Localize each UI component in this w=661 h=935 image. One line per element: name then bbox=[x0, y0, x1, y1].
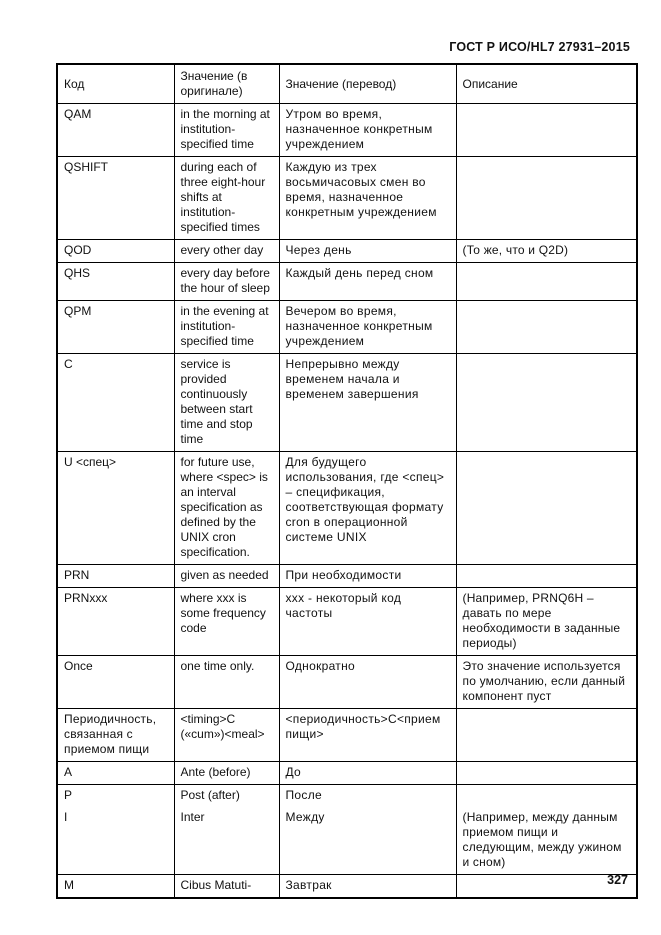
cell-translation: Через день bbox=[279, 240, 456, 263]
cell-code: QPM bbox=[57, 301, 174, 354]
cell-translation: Каждую из трех восьмичасовых смен во время, назначенное конкретным учреждением bbox=[279, 157, 456, 240]
cell-translation: Каждый день перед сном bbox=[279, 263, 456, 301]
cell-description bbox=[456, 785, 637, 808]
cell-code: A bbox=[57, 762, 174, 785]
table-row bbox=[57, 565, 637, 588]
cell-code: Периодичность, связанная с приемом пищи bbox=[57, 709, 174, 762]
cell-translation: ххх - некоторый код частоты bbox=[279, 588, 456, 656]
cell-original: for future use, where <spec> is an interval specification as defined by the UNIX cron specification. bbox=[174, 452, 279, 565]
cell-code: I bbox=[57, 807, 174, 875]
cell-code: PRN bbox=[57, 565, 174, 588]
table-row bbox=[57, 157, 637, 240]
cell-description: Это значение используется по умолчанию, если данный компонент пуст bbox=[456, 656, 637, 709]
cell-translation: При необходимости bbox=[279, 565, 456, 588]
cell-code: C bbox=[57, 354, 174, 452]
cell-description bbox=[456, 762, 637, 785]
cell-original: in the evening at institution-specified time bbox=[174, 301, 279, 354]
cell-code: U <спец> bbox=[57, 452, 174, 565]
document-header: ГОСТ Р ИСО/HL7 27931–2015 bbox=[449, 40, 630, 54]
cell-translation: Для будущего использования, где <спец> – спецификация, соответствующая формату cron в операционной системе UNIX bbox=[279, 452, 456, 565]
cell-code: QHS bbox=[57, 263, 174, 301]
table-row bbox=[57, 785, 637, 808]
cell-translation: Между bbox=[279, 807, 456, 875]
table-row bbox=[57, 762, 637, 785]
cell-code: QAM bbox=[57, 104, 174, 157]
table-row bbox=[57, 875, 637, 899]
cell-description bbox=[456, 354, 637, 452]
page-number: 327 bbox=[607, 873, 628, 887]
cell-code: P bbox=[57, 785, 174, 808]
cell-translation: <периодичность>C<прием пищи> bbox=[279, 709, 456, 762]
cell-translation: После bbox=[279, 785, 456, 808]
table-row bbox=[57, 354, 637, 452]
cell-code: QSHIFT bbox=[57, 157, 174, 240]
column-header-description: Описание bbox=[456, 64, 637, 104]
table-row bbox=[57, 588, 637, 656]
column-header-original: Значение (в оригинале) bbox=[174, 64, 279, 104]
cell-description bbox=[456, 157, 637, 240]
table-row bbox=[57, 807, 637, 875]
column-header-code: Код bbox=[57, 64, 174, 104]
table-row bbox=[57, 240, 637, 263]
table-row bbox=[57, 301, 637, 354]
cell-original: given as needed bbox=[174, 565, 279, 588]
cell-original: every other day bbox=[174, 240, 279, 263]
cell-original: Cibus Matuti- bbox=[174, 875, 279, 899]
cell-code: PRNxxx bbox=[57, 588, 174, 656]
cell-description bbox=[456, 452, 637, 565]
cell-description: (Например, PRNQ6H – давать по мере необходимости в заданные периоды) bbox=[456, 588, 637, 656]
cell-original: <timing>C («cum»)<meal> bbox=[174, 709, 279, 762]
cell-original: where xxx is some frequency code bbox=[174, 588, 279, 656]
cell-description bbox=[456, 301, 637, 354]
cell-original: every day before the hour of sleep bbox=[174, 263, 279, 301]
cell-original: one time only. bbox=[174, 656, 279, 709]
cell-description bbox=[456, 263, 637, 301]
cell-translation: До bbox=[279, 762, 456, 785]
table-header-row bbox=[57, 64, 637, 104]
cell-description: (То же, что и Q2D) bbox=[456, 240, 637, 263]
cell-code: QOD bbox=[57, 240, 174, 263]
cell-original: Inter bbox=[174, 807, 279, 875]
table-row bbox=[57, 104, 637, 157]
table-row bbox=[57, 452, 637, 565]
cell-description bbox=[456, 565, 637, 588]
cell-description: (Например, между данным приемом пищи и следующим, между ужином и сном) bbox=[456, 807, 637, 875]
table-row bbox=[57, 656, 637, 709]
table-row bbox=[57, 263, 637, 301]
cell-original: service is provided continuously between start time and stop time bbox=[174, 354, 279, 452]
cell-description bbox=[456, 104, 637, 157]
cell-description bbox=[456, 709, 637, 762]
cell-original: Ante (before) bbox=[174, 762, 279, 785]
cell-original: in the morning at institution-specified time bbox=[174, 104, 279, 157]
cell-code: M bbox=[57, 875, 174, 899]
code-table bbox=[56, 63, 638, 899]
cell-translation: Утром во время, назначенное конкретным учреждением bbox=[279, 104, 456, 157]
cell-translation: Завтрак bbox=[279, 875, 456, 899]
cell-original: Post (after) bbox=[174, 785, 279, 808]
cell-translation: Непрерывно между временем начала и временем завершения bbox=[279, 354, 456, 452]
cell-code: Once bbox=[57, 656, 174, 709]
cell-original: during each of three eight-hour shifts at institution-specified times bbox=[174, 157, 279, 240]
column-header-translation: Значение (перевод) bbox=[279, 64, 456, 104]
cell-translation: Вечером во время, назначенное конкретным учреждением bbox=[279, 301, 456, 354]
cell-translation: Однократно bbox=[279, 656, 456, 709]
table-row bbox=[57, 709, 637, 762]
